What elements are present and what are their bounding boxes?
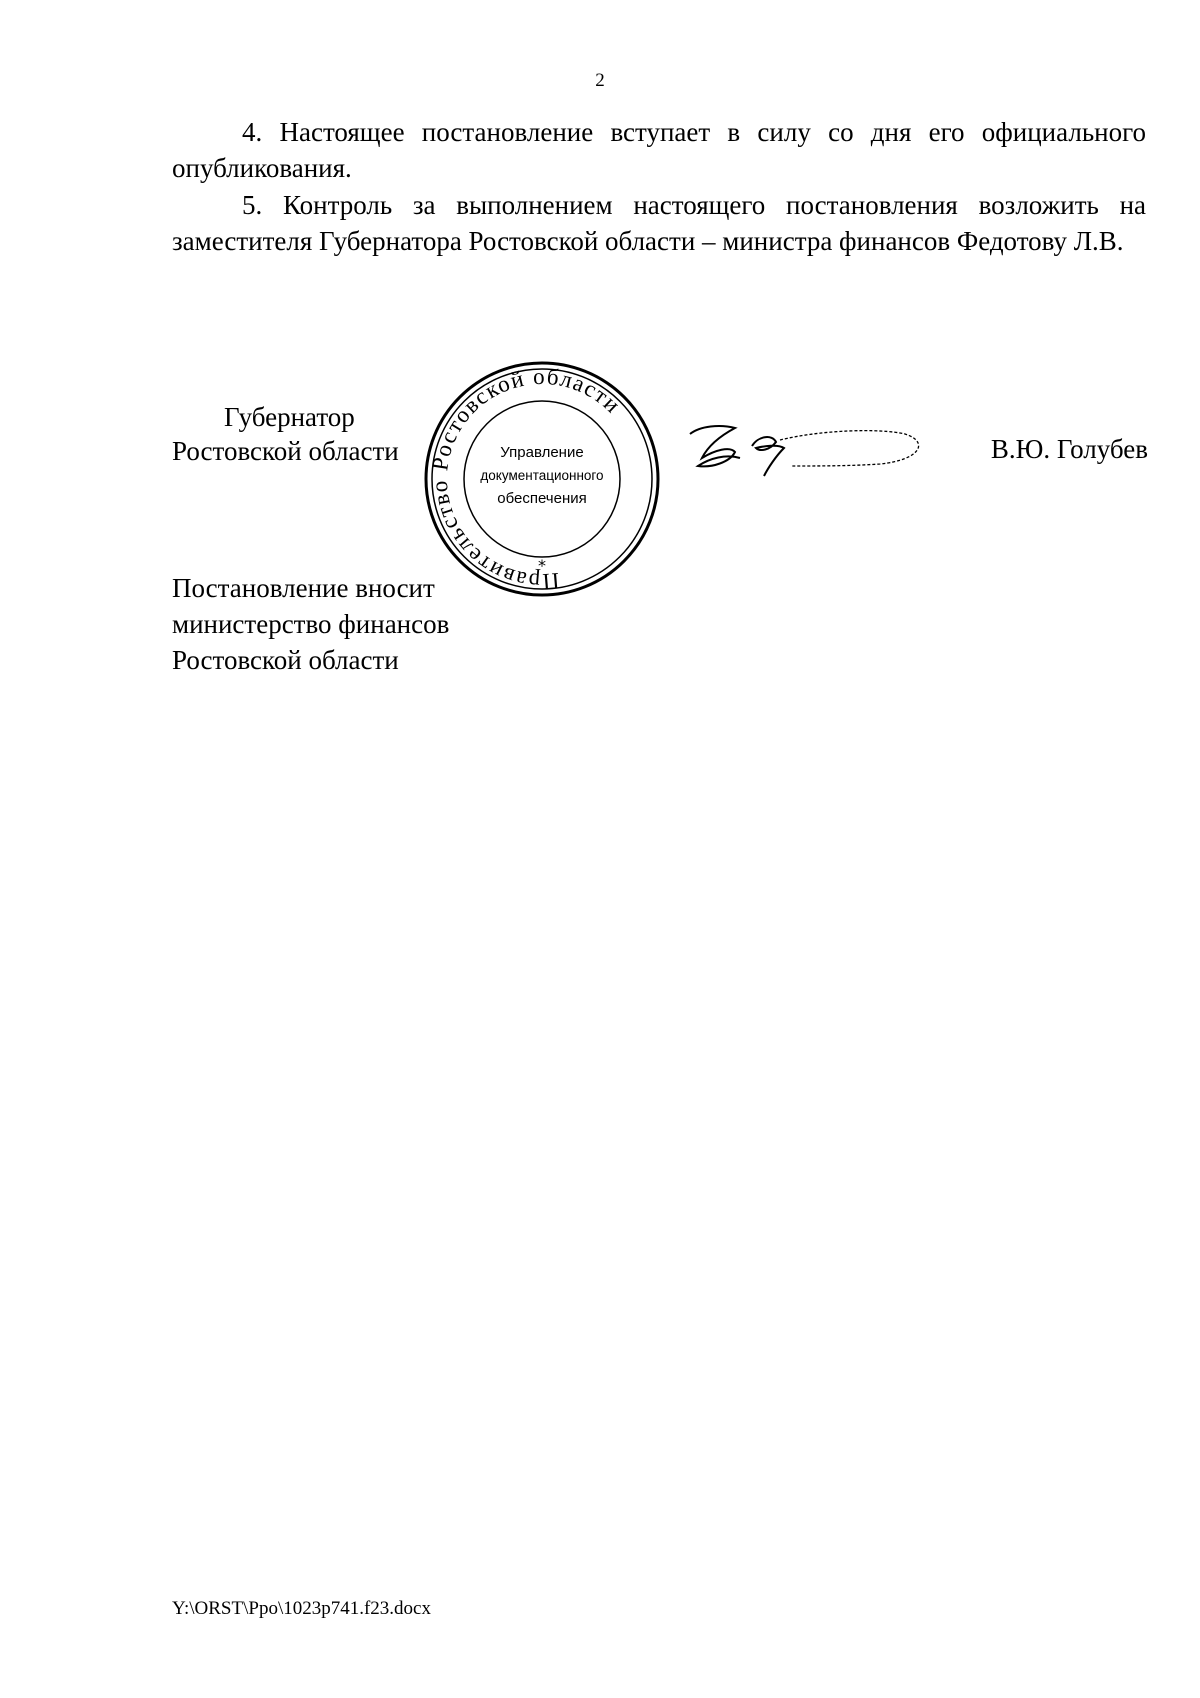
handwritten-signature	[680, 416, 930, 488]
official-seal	[422, 359, 662, 599]
submitted-by	[172, 570, 572, 678]
footer-file-path: Y:\ORST\Ppo\1023p741.f23.docx	[172, 1598, 431, 1619]
signatory-title-line2: Ростовской области	[172, 436, 399, 466]
submitted-by-line1: Постановление вносит	[172, 573, 435, 603]
submitted-by-line3: Ростовской области	[172, 645, 399, 675]
signatory-title	[172, 400, 432, 468]
seal-inner-line3: обеспечения	[497, 490, 587, 507]
signatory-name: В.Ю. Голубев	[990, 434, 1148, 464]
page-number: 2	[595, 70, 605, 91]
seal-inner-line2: документационного	[480, 468, 604, 483]
seal-star-icon: *	[538, 556, 546, 575]
seal-inner-line1: Управление	[500, 444, 584, 461]
submitted-by-line2: министерство финансов	[172, 609, 450, 639]
paragraph-4: 4. Настоящее постановление вступает в силу со дня его официального опубликования.	[172, 117, 1146, 183]
signatory-title-line1: Губернатор	[224, 402, 355, 432]
seal-outer-text: Правительство Ростовской области	[426, 363, 627, 595]
paragraph-5: 5. Контроль за выполнением настоящего постановления возложить на заместителя Губернатора Ростовской области – министра финансов Федотову Л.В.	[172, 190, 1146, 256]
